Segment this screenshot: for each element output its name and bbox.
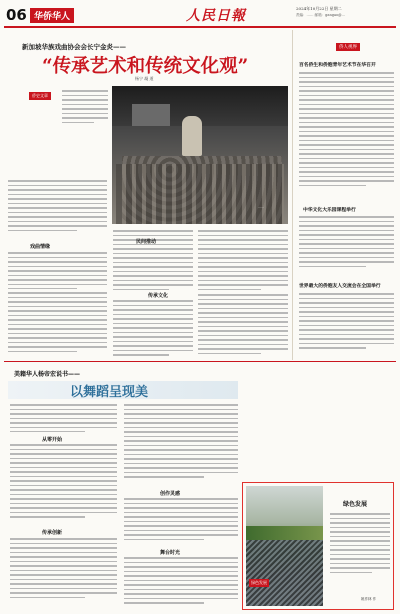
col-right-text-b — [198, 294, 288, 356]
editor-name: 责编：…… — [296, 13, 314, 17]
bottom-center-text-b — [124, 498, 238, 546]
bottom-section-head-2: 传承创新 — [42, 530, 63, 536]
section-badge: 华侨华人 — [30, 8, 74, 23]
poem-author: 姚作林 作 — [361, 597, 377, 601]
bottom-left-text-b — [10, 444, 117, 526]
col-left-text — [8, 252, 107, 289]
featured-photo — [246, 486, 323, 606]
sidebar-headline-1: 百名侨生和侨胞青年艺术节在华召开 — [299, 63, 376, 68]
intro-text — [62, 90, 108, 154]
bottom-section-head-1: 从零开始 — [42, 437, 63, 443]
performance-photo — [112, 86, 288, 224]
bottom-center-text-a — [124, 404, 238, 486]
sidebar-text-3 — [299, 293, 394, 357]
sidebar — [292, 30, 397, 360]
main-byline: 杨宁 凝 道 — [135, 76, 154, 81]
section-head-1: 戏曲情缘 — [30, 244, 51, 250]
featured-box[interactable] — [242, 482, 394, 610]
col-left-text-b — [8, 180, 107, 238]
column-tag: 侨史文章 — [29, 92, 51, 100]
col-mid-text-b — [113, 248, 193, 290]
poem-text — [330, 513, 390, 591]
sidebar-tag: 侨人视界 — [336, 43, 360, 51]
col-mid-text-c — [113, 300, 193, 356]
sidebar-headline-2: 中华文化大乐园课程举行 — [303, 208, 356, 213]
issue-date: 2024年10月22日 星期二 — [296, 6, 342, 11]
bottom-center-head-2: 舞台时光 — [160, 550, 181, 556]
page-header — [0, 0, 400, 28]
page-number: 06 — [6, 6, 27, 24]
section-head-2: 民间推动 — [136, 239, 157, 245]
sidebar-text-2 — [299, 216, 394, 278]
masthead-logo: 人民日報 — [186, 8, 246, 24]
poem-title: 绿色发展 — [343, 501, 368, 508]
photo-caption: …… — [258, 205, 264, 209]
col-left-text-c — [8, 292, 107, 356]
sidebar-headline-3: 世界最大的侨胞友人交流会在全国举行 — [299, 284, 381, 289]
main-kicker: 新加坡华族戏曲协会会长宁金炎—— — [22, 43, 126, 51]
col-right-text — [198, 230, 288, 290]
bottom-kicker: 美籍华人杨帝宏说书—— — [14, 371, 81, 378]
bottom-left-text-c — [10, 538, 117, 608]
header-rule — [4, 26, 396, 28]
section-head-3: 传承文化 — [148, 293, 169, 299]
bottom-center-text-c — [124, 557, 238, 609]
editor-email: 邮箱：gangao@… — [314, 13, 346, 17]
bottom-divider — [4, 361, 396, 362]
main-title: “传承艺术和传统文化观” — [42, 56, 249, 77]
featured-photo-label: 绿色发展 — [251, 580, 267, 585]
sidebar-text-1 — [299, 72, 394, 202]
bottom-center-head-1: 创作灵感 — [160, 491, 181, 497]
bottom-title: 以舞蹈呈现美 — [70, 385, 149, 400]
bottom-left-text-a — [10, 404, 117, 432]
